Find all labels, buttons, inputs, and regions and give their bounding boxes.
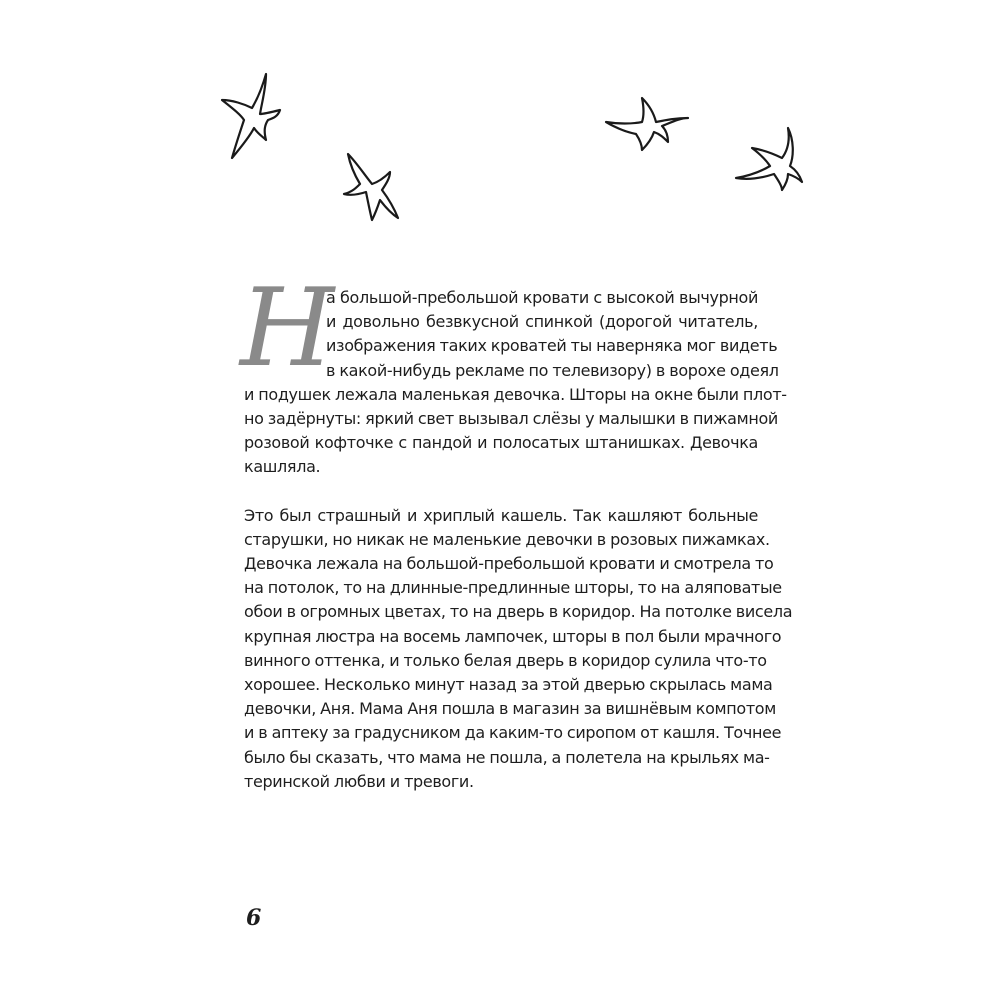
text-line: девочки, Аня. Мама Аня пошла в магазин за вишнёвым компотом bbox=[244, 699, 776, 719]
text-line: и подушек лежала маленькая девочка. Шторы на окне были плот- bbox=[244, 384, 787, 404]
page-number: 6 bbox=[246, 905, 262, 931]
text-line: винного оттенка, и только белая дверь в коридор сулила что-то bbox=[244, 650, 767, 670]
text-line: Это был страшный и хриплый кашель. Так кашляют больные bbox=[244, 505, 758, 525]
paragraph-1 bbox=[244, 286, 787, 480]
text-line: крупная люстра на восемь лампочек, шторы в пол были мрачного bbox=[244, 626, 782, 646]
bird-icon-3 bbox=[602, 94, 690, 152]
text-line: кашляла. bbox=[244, 457, 321, 477]
bird-icon-4 bbox=[732, 124, 804, 194]
bird-icon-1 bbox=[218, 70, 282, 162]
paragraph-gap bbox=[244, 480, 758, 504]
bird-icon-2 bbox=[340, 150, 402, 224]
paragraph-2 bbox=[244, 504, 793, 794]
text-line: старушки, но никак не маленькие девочки в розовых пижамках. bbox=[244, 529, 770, 549]
text-line: розовой кофточке с пандой и полосатых штанишках. Девочка bbox=[244, 433, 758, 453]
text-line: теринской любви и тревоги. bbox=[244, 771, 474, 791]
text-line: было бы сказать, что мама не пошла, а полетела на крыльях ма- bbox=[244, 747, 770, 767]
bird-illustrations bbox=[0, 0, 1000, 260]
text-line: а большой-пребольшой кровати с высокой вычурной bbox=[326, 288, 758, 307]
text-line: и в аптеку за градусником да каким-то сиропом от кашля. Точнее bbox=[244, 723, 782, 743]
text-line: и довольно безвкусной спинкой (дорогой читатель, bbox=[326, 312, 758, 332]
drop-cap: Н bbox=[240, 266, 335, 391]
text-line: в какой-нибудь рекламе по телевизору) в ворохе одеял bbox=[326, 360, 779, 380]
text-line: изображения таких кроватей ты наверняка мог видеть bbox=[326, 336, 778, 356]
text-line: но задёрнуты: яркий свет вызывал слёзы у малышки в пижамной bbox=[244, 409, 778, 429]
body-text bbox=[244, 286, 793, 794]
text-line: хорошее. Несколько минут назад за этой дверью скрылась мама bbox=[244, 675, 773, 695]
text-line: на потолок, то на длинные-предлинные шторы, то на аляповатые bbox=[244, 578, 782, 598]
text-line: обои в огромных цветах, то на дверь в коридор. На потолке висела bbox=[244, 602, 793, 622]
text-line: Девочка лежала на большой-пребольшой кровати и смотрела то bbox=[244, 554, 774, 574]
